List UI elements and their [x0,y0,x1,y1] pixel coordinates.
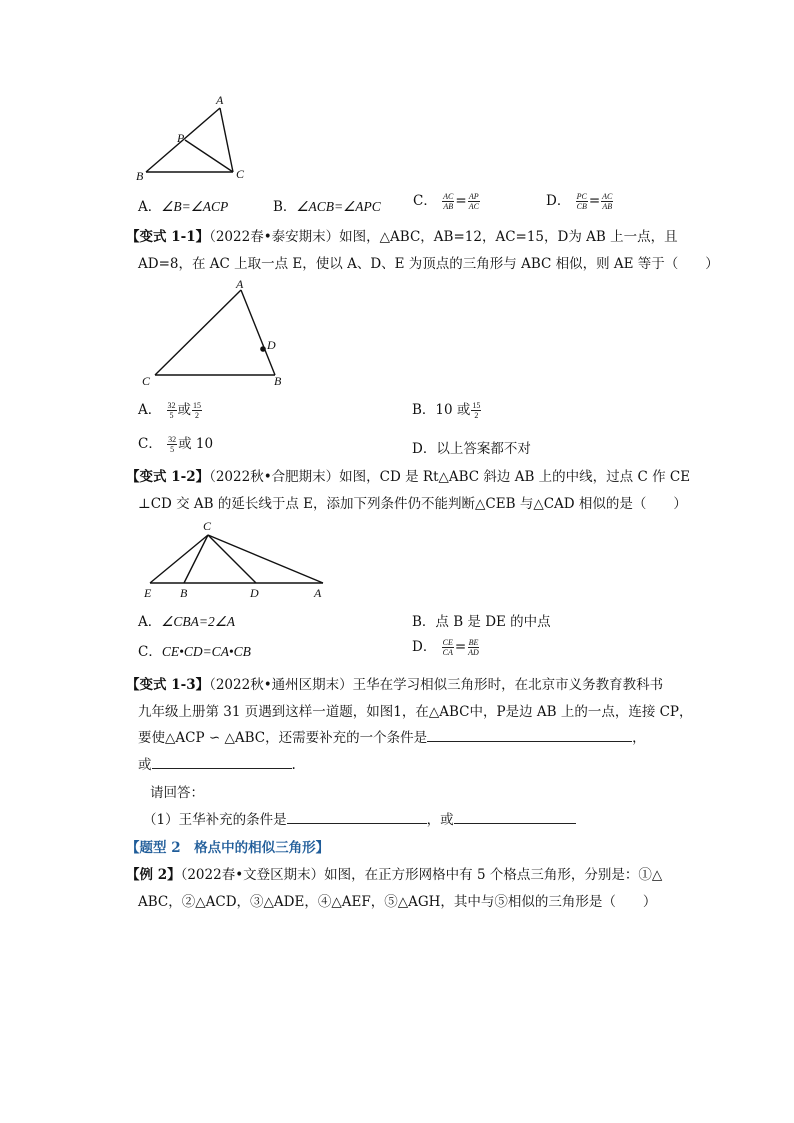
label-e: E [144,586,152,600]
question-text: 九年级上册第 31 页遇到这样一道题，如图1，在△ABC中，P是边 AB 上的一点，连接 CP， [138,704,693,720]
figure-triangle-abcp [130,92,250,187]
label-b: B [180,586,188,600]
segment-pc [185,140,233,172]
ex2-line1 [126,863,662,883]
question-tag: 【变式 1-1】 [126,229,210,245]
option-letter: A． [138,199,162,215]
fraction: $\frac{32}{5}$ [167,401,176,420]
figure-triangle-abcd [135,275,295,390]
option-text: 或 10 [178,436,214,452]
v12-option-a[interactable] [138,610,235,630]
side-ab [241,290,275,375]
label-c: C [142,374,151,388]
punctuation: ， [632,730,646,746]
answer-blank-3[interactable] [287,809,427,824]
question-text: 要使△ACP ∽ △ABC，还需要补充的一个条件是 [138,730,428,746]
label-a: A [216,93,224,107]
question-text: 请回答： [150,785,204,801]
option-text: ∠B=∠ACP [161,199,229,214]
label-d: D [267,338,276,352]
label-a: A [236,277,244,291]
q0-option-d[interactable] [546,189,614,211]
label-b: B [136,169,144,183]
question-tag: 【例 2】 [126,867,181,883]
option-text: ∠ACB=∠APC [296,199,381,214]
v12-line2 [138,492,687,512]
punctuation: . [291,757,296,773]
fraction: $\frac{BE}{AD}$ [468,638,479,657]
question-text: ，或 [426,812,454,828]
q0-option-b[interactable] [273,195,381,215]
label-b: B [274,374,282,388]
side-ca [155,290,241,375]
answer-blank-2[interactable] [152,754,292,769]
fraction: $\frac{CE}{CA}$ [442,638,453,657]
v11-option-c[interactable] [138,432,213,454]
question-text: ⊥CD 交 AB 的延长线于点 E，添加下列条件仍不能判断△CEB 与△CAD 相似的是（ ） [138,496,687,512]
v13-line2 [138,700,693,720]
option-text: 点 B 是 DE 的中点 [435,614,551,630]
fraction: $\frac{AP}{AC}$ [468,192,479,211]
question-text: （2022春•文登区期末）如图，在正方形网格中有 5 个格点三角形，分别是：①△ [180,867,663,883]
option-letter: A． [138,402,162,418]
equals: = [454,639,467,655]
v11-line1 [126,225,678,245]
option-text: 10 或 [435,402,471,418]
question-text: AD=8，在 AC 上取一点 E，使以 A、D、E 为顶点的三角形与 ABC 相似，则 AE 等于（ ） [138,256,719,272]
v12-option-b[interactable] [412,610,551,630]
question-text: （2022秋•通州区期末）王华在学习相似三角形时，在北京市义务教育教科书 [209,677,664,693]
fraction: $\frac{AC}{AB}$ [602,192,613,211]
question-text: （2022秋•合肥期末）如图，CD 是 Rt△ABC 斜边 AB 上的中线，过点 C 作 CE [209,469,691,485]
question-text: 或 [138,757,152,773]
v11-option-a[interactable] [138,398,203,420]
option-letter: B． [412,614,436,630]
option-letter: D． [412,441,437,457]
segment-ca [208,535,323,583]
section-heading: 【题型 2 格点中的相似三角形】 [126,840,330,856]
option-letter: A． [138,614,162,630]
fraction: $\frac{32}{5}$ [168,435,177,454]
v11-option-b[interactable] [412,398,482,420]
segment-cb [184,535,208,583]
label-c: C [236,167,245,181]
question-tag: 【变式 1-2】 [126,469,210,485]
segment-cd [208,535,256,583]
label-d: D [250,586,259,600]
q0-option-a[interactable] [138,195,228,215]
v13-line4 [138,753,296,773]
v12-option-d[interactable] [412,635,481,657]
v12-option-c[interactable] [138,640,251,660]
fraction: $\frac{15}{2}$ [472,401,481,420]
equals: = [588,193,601,209]
q0-option-c[interactable] [413,189,481,211]
fraction: $\frac{15}{2}$ [193,401,202,420]
option-letter: C． [138,436,162,452]
option-letter: D． [412,639,437,655]
v13-line3 [138,726,646,746]
v12-line1 [126,465,690,485]
label-a: A [314,586,322,600]
fraction: $\frac{PC}{CB}$ [576,192,587,211]
answer-blank-4[interactable] [454,809,576,824]
figure-triangle-cebda [138,517,338,602]
question-tag: 【变式 1-3】 [126,677,210,693]
option-letter: C． [413,193,437,209]
v13-line1 [126,673,663,693]
label-p: P [177,131,185,145]
option-letter: C． [138,644,162,660]
equals: = [455,193,467,209]
v11-option-d[interactable] [412,437,531,457]
option-letter: B． [273,199,297,215]
question-text: （1）王华补充的条件是 [143,812,287,828]
option-letter: B． [412,402,436,418]
side-ac [220,108,233,172]
v13-q1 [143,808,576,828]
option-text: CE•CD=CA•CB [161,644,251,659]
option-letter: D． [546,193,571,209]
point-d [260,346,266,352]
question-text: （2022春•泰安期末）如图，△ABC，AB=12，AC=15，D为 AB 上一点，且 [209,229,678,245]
answer-blank-1[interactable] [427,727,632,742]
v11-line2 [138,252,719,272]
or-text: 或 [177,402,192,418]
v13-ask [150,781,204,801]
option-text: ∠CBA=2∠A [161,614,236,629]
label-c: C [203,519,212,533]
segment-ce [150,535,208,583]
fraction: $\frac{AC}{AB}$ [443,192,454,211]
question-text: ABC，②△ACD，③△ADE，④△AEF，⑤△AGH，其中与⑤相似的三角形是（ ） [138,894,657,910]
ex2-line2 [138,890,656,910]
option-text: 以上答案都不对 [436,441,531,457]
